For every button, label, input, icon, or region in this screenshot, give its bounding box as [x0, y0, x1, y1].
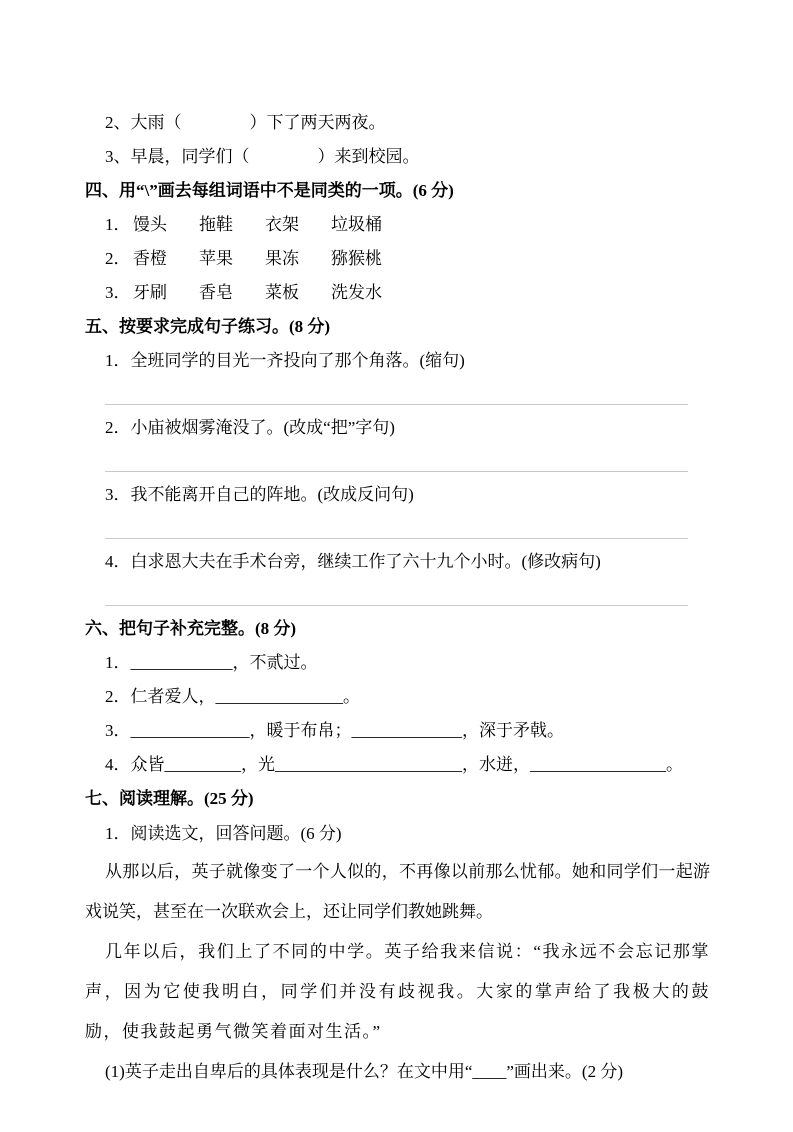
word-row-1	[85, 208, 710, 242]
word: 菜板	[265, 283, 299, 302]
complete-sentence-item: 3．______________，暖于布帛；_____________，深于矛戟。	[105, 721, 564, 740]
sentence-exercise-item: 3．我不能离开自己的阵地。(改成反问句)	[105, 485, 414, 504]
sentence-exercise-item: 4．白求恩大夫在手术台旁，继续工作了六十九个小时。(修改病句)	[105, 552, 601, 571]
complete-sentence-item: 1．____________，不贰过。	[105, 653, 318, 672]
word-row-2	[85, 242, 710, 276]
word: 垃圾桶	[331, 215, 382, 234]
section-seven-heading: 七、阅读理解。(25 分)	[85, 789, 254, 808]
sentence-exercise-block-3	[85, 478, 710, 539]
sentence-exercise-item: 2．小庙被烟雾淹没了。(改成“把”字句)	[105, 418, 395, 437]
word: 苹果	[199, 249, 233, 268]
answer-line	[105, 512, 688, 539]
answer-line	[105, 579, 688, 606]
word: 香橙	[133, 249, 167, 268]
word: 洗发水	[331, 283, 382, 302]
row-number: 1．	[105, 215, 131, 234]
sentence-exercise-item: 1．全班同学的目光一齐投向了那个角落。(缩句)	[105, 351, 465, 370]
reading-question: (1)英子走出自卑后的具体表现是什么？在文中用“____”画出来。(2 分)	[105, 1062, 623, 1081]
sentence-exercise-block-2	[85, 411, 710, 472]
answer-line	[105, 445, 688, 472]
row-number: 2．	[105, 249, 131, 268]
fill-blank-item-3: 3、早晨，同学们（ ）来到校园。	[105, 147, 420, 166]
reading-paragraph: 从那以后，英子就像变了一个人似的，不再像以前那么忧郁。她和同学们一起游戏说笑，甚至在一次联欢会上，还让同学们教她跳舞。	[85, 862, 710, 921]
fill-blank-item-2: 2、大雨（ ）下了两天两夜。	[105, 113, 386, 132]
answer-line	[105, 378, 688, 405]
reading-paragraph: 几年以后，我们上了不同的中学。英子给我来信说：“我永远不会忘记那掌声，因为它使我明白，同学们并没有歧视我。大家的掌声给了我极大的鼓励，使我鼓起勇气微笑着面对生活。”	[85, 942, 710, 1041]
word: 拖鞋	[199, 215, 233, 234]
reading-sub-heading: 1．阅读选文，回答问题。(6 分)	[105, 824, 342, 843]
sentence-exercise-block-4	[85, 545, 710, 606]
complete-sentence-item: 2．仁者爱人，_______________。	[105, 687, 360, 706]
row-number: 3．	[105, 283, 131, 302]
complete-sentence-item: 4．众皆_________，光______________________，水迸，________________。	[105, 755, 683, 774]
word: 果冻	[265, 249, 299, 268]
word: 香皂	[199, 283, 233, 302]
section-four-heading: 四、用“\”画去每组词语中不是同类的一项。(6 分)	[85, 181, 454, 200]
section-five-heading: 五、按要求完成句子练习。(8 分)	[85, 317, 331, 336]
word: 牙刷	[133, 283, 167, 302]
sentence-exercise-block-1	[85, 344, 710, 405]
word: 馒头	[133, 215, 167, 234]
section-six-heading: 六、把句子补充完整。(8 分)	[85, 619, 297, 638]
word-row-3	[85, 276, 710, 310]
word: 猕猴桃	[331, 249, 382, 268]
word: 衣架	[265, 215, 299, 234]
